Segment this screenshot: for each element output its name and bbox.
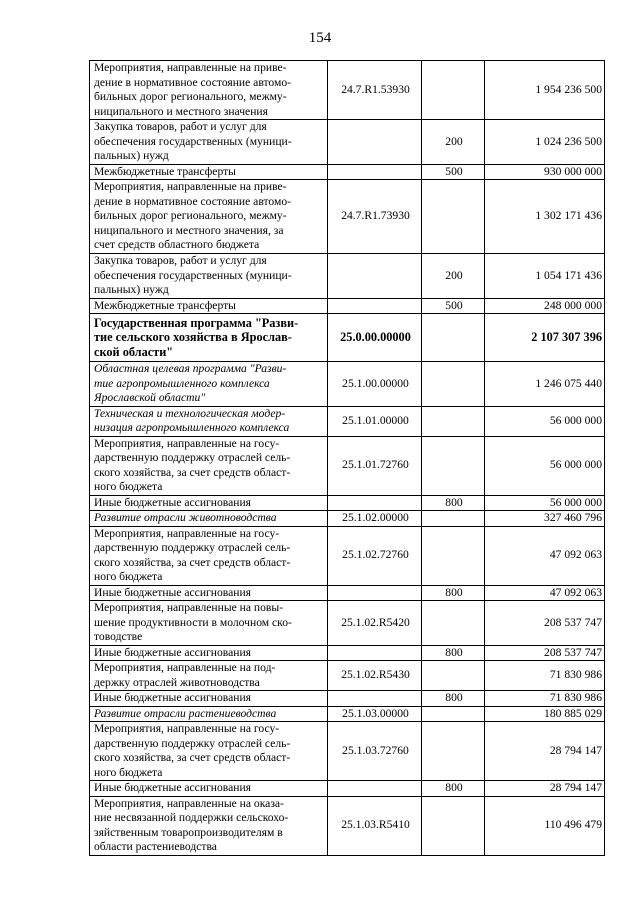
row-amount-cell: 1 302 171 436: [485, 180, 605, 254]
row-expense-type-cell: [422, 722, 485, 781]
table-row: [90, 511, 605, 527]
row-name-cell: Иные бюджетные ассигнования: [90, 645, 328, 661]
row-amount-cell: 56 000 000: [485, 495, 605, 511]
table-row: [90, 254, 605, 299]
row-name-cell: Мероприятия, направленные на оказа- ние несвязанной поддержки сельскохо- зяйственным товаропроизводителям в области растениеводства: [90, 796, 328, 855]
row-code-cell: [328, 298, 422, 314]
row-expense-type-cell: [422, 61, 485, 120]
row-amount-cell: 248 000 000: [485, 298, 605, 314]
row-expense-type-cell: [422, 180, 485, 254]
row-name-cell: Межбюджетные трансферты: [90, 164, 328, 180]
row-name-cell: Развитие отрасли животноводства: [90, 511, 328, 527]
row-expense-type-cell: [422, 436, 485, 495]
row-code-cell: 25.1.03.72760: [328, 722, 422, 781]
row-expense-type-cell: 800: [422, 645, 485, 661]
row-amount-cell: 930 000 000: [485, 164, 605, 180]
row-code-cell: 25.1.02.00000: [328, 511, 422, 527]
row-amount-cell: 47 092 063: [485, 526, 605, 585]
row-expense-type-cell: 500: [422, 298, 485, 314]
row-name-cell: Областная целевая программа "Разви- тие агропромышленного комплекса Ярославской области": [90, 362, 328, 407]
row-amount-cell: 1 054 171 436: [485, 254, 605, 299]
row-amount-cell: 47 092 063: [485, 585, 605, 601]
table-row: [90, 796, 605, 855]
table-row: [90, 645, 605, 661]
row-expense-type-cell: [422, 314, 485, 362]
row-code-cell: 25.1.02.R5430: [328, 661, 422, 691]
row-expense-type-cell: [422, 511, 485, 527]
table-row: [90, 601, 605, 646]
row-amount-cell: 71 830 986: [485, 661, 605, 691]
table-row: [90, 120, 605, 165]
row-expense-type-cell: [422, 601, 485, 646]
row-name-cell: Мероприятия, направленные на повы- шение продуктивности в молочном ско- товодстве: [90, 601, 328, 646]
table-row: [90, 180, 605, 254]
row-amount-cell: 56 000 000: [485, 436, 605, 495]
table-row: [90, 362, 605, 407]
row-amount-cell: 1 954 236 500: [485, 61, 605, 120]
table-row: [90, 314, 605, 362]
table-row: [90, 164, 605, 180]
row-name-cell: Мероприятия, направленные на приве- дение в нормативное состояние автомо- бильных дорог регионального, межму- ниципального и местного значения, за счет средств областного бюджета: [90, 180, 328, 254]
row-expense-type-cell: 500: [422, 164, 485, 180]
row-code-cell: 24.7.R1.73930: [328, 180, 422, 254]
row-name-cell: Иные бюджетные ассигнования: [90, 585, 328, 601]
row-name-cell: Иные бюджетные ассигнования: [90, 495, 328, 511]
row-code-cell: [328, 781, 422, 797]
row-amount-cell: 28 794 147: [485, 781, 605, 797]
table-row: [90, 781, 605, 797]
page-number: 154: [308, 30, 332, 46]
row-code-cell: [328, 585, 422, 601]
row-name-cell: Закупка товаров, работ и услуг для обеспечения государственных (муници- пальных) нужд: [90, 120, 328, 165]
row-amount-cell: 56 000 000: [485, 406, 605, 436]
row-name-cell: Межбюджетные трансферты: [90, 298, 328, 314]
row-expense-type-cell: [422, 362, 485, 407]
row-name-cell: Мероприятия, направленные на приве- дение в нормативное состояние автомо- бильных дорог регионального, межму- ниципального и местного значения: [90, 61, 328, 120]
row-expense-type-cell: 800: [422, 495, 485, 511]
table-row: [90, 495, 605, 511]
row-code-cell: [328, 495, 422, 511]
row-name-cell: Развитие отрасли растениеводства: [90, 706, 328, 722]
row-expense-type-cell: 800: [422, 585, 485, 601]
row-expense-type-cell: [422, 796, 485, 855]
row-code-cell: [328, 645, 422, 661]
row-code-cell: 25.1.02.R5420: [328, 601, 422, 646]
table-row: [90, 526, 605, 585]
table-row: [90, 298, 605, 314]
row-code-cell: 25.0.00.00000: [328, 314, 422, 362]
row-name-cell: Техническая и технологическая модер- низация агропромышленного комплекса: [90, 406, 328, 436]
row-amount-cell: 28 794 147: [485, 722, 605, 781]
row-code-cell: 25.1.00.00000: [328, 362, 422, 407]
row-expense-type-cell: 800: [422, 781, 485, 797]
row-expense-type-cell: [422, 406, 485, 436]
row-amount-cell: 1 024 236 500: [485, 120, 605, 165]
row-name-cell: Мероприятия, направленные на госу- дарственную поддержку отраслей сель- ского хозяйства, за счет средств област- ного бюджета: [90, 722, 328, 781]
row-expense-type-cell: [422, 661, 485, 691]
row-amount-cell: 180 885 029: [485, 706, 605, 722]
row-amount-cell: 327 460 796: [485, 511, 605, 527]
row-amount-cell: 71 830 986: [485, 691, 605, 707]
row-code-cell: 25.1.01.00000: [328, 406, 422, 436]
row-amount-cell: 208 537 747: [485, 601, 605, 646]
table-row: [90, 61, 605, 120]
table-row: [90, 406, 605, 436]
row-code-cell: 24.7.R1.53930: [328, 61, 422, 120]
row-expense-type-cell: 800: [422, 691, 485, 707]
row-code-cell: [328, 691, 422, 707]
table-row: [90, 722, 605, 781]
budget-table-body: [90, 61, 605, 856]
table-row: [90, 706, 605, 722]
row-name-cell: Закупка товаров, работ и услуг для обеспечения государственных (муници- пальных) нужд: [90, 254, 328, 299]
row-code-cell: [328, 120, 422, 165]
row-code-cell: [328, 164, 422, 180]
row-code-cell: [328, 254, 422, 299]
row-code-cell: 25.1.03.R5410: [328, 796, 422, 855]
table-row: [90, 436, 605, 495]
row-code-cell: 25.1.02.72760: [328, 526, 422, 585]
row-code-cell: 25.1.01.72760: [328, 436, 422, 495]
row-name-cell: Мероприятия, направленные на под- держку отраслей животноводства: [90, 661, 328, 691]
budget-table: [89, 60, 605, 856]
table-row: [90, 661, 605, 691]
row-name-cell: Государственная программа "Разви- тие сельского хозяйства в Ярослав- ской области": [90, 314, 328, 362]
table-row: [90, 585, 605, 601]
row-code-cell: 25.1.03.00000: [328, 706, 422, 722]
row-expense-type-cell: [422, 526, 485, 585]
table-row: [90, 691, 605, 707]
row-expense-type-cell: 200: [422, 120, 485, 165]
row-amount-cell: 1 246 075 440: [485, 362, 605, 407]
row-amount-cell: 208 537 747: [485, 645, 605, 661]
row-name-cell: Иные бюджетные ассигнования: [90, 781, 328, 797]
row-name-cell: Мероприятия, направленные на госу- дарственную поддержку отраслей сель- ского хозяйства, за счет средств област- ного бюджета: [90, 526, 328, 585]
row-amount-cell: 110 496 479: [485, 796, 605, 855]
row-name-cell: Иные бюджетные ассигнования: [90, 691, 328, 707]
row-amount-cell: 2 107 307 396: [485, 314, 605, 362]
row-expense-type-cell: [422, 706, 485, 722]
row-name-cell: Мероприятия, направленные на госу- дарственную поддержку отраслей сель- ского хозяйства, за счет средств област- ного бюджета: [90, 436, 328, 495]
row-expense-type-cell: 200: [422, 254, 485, 299]
